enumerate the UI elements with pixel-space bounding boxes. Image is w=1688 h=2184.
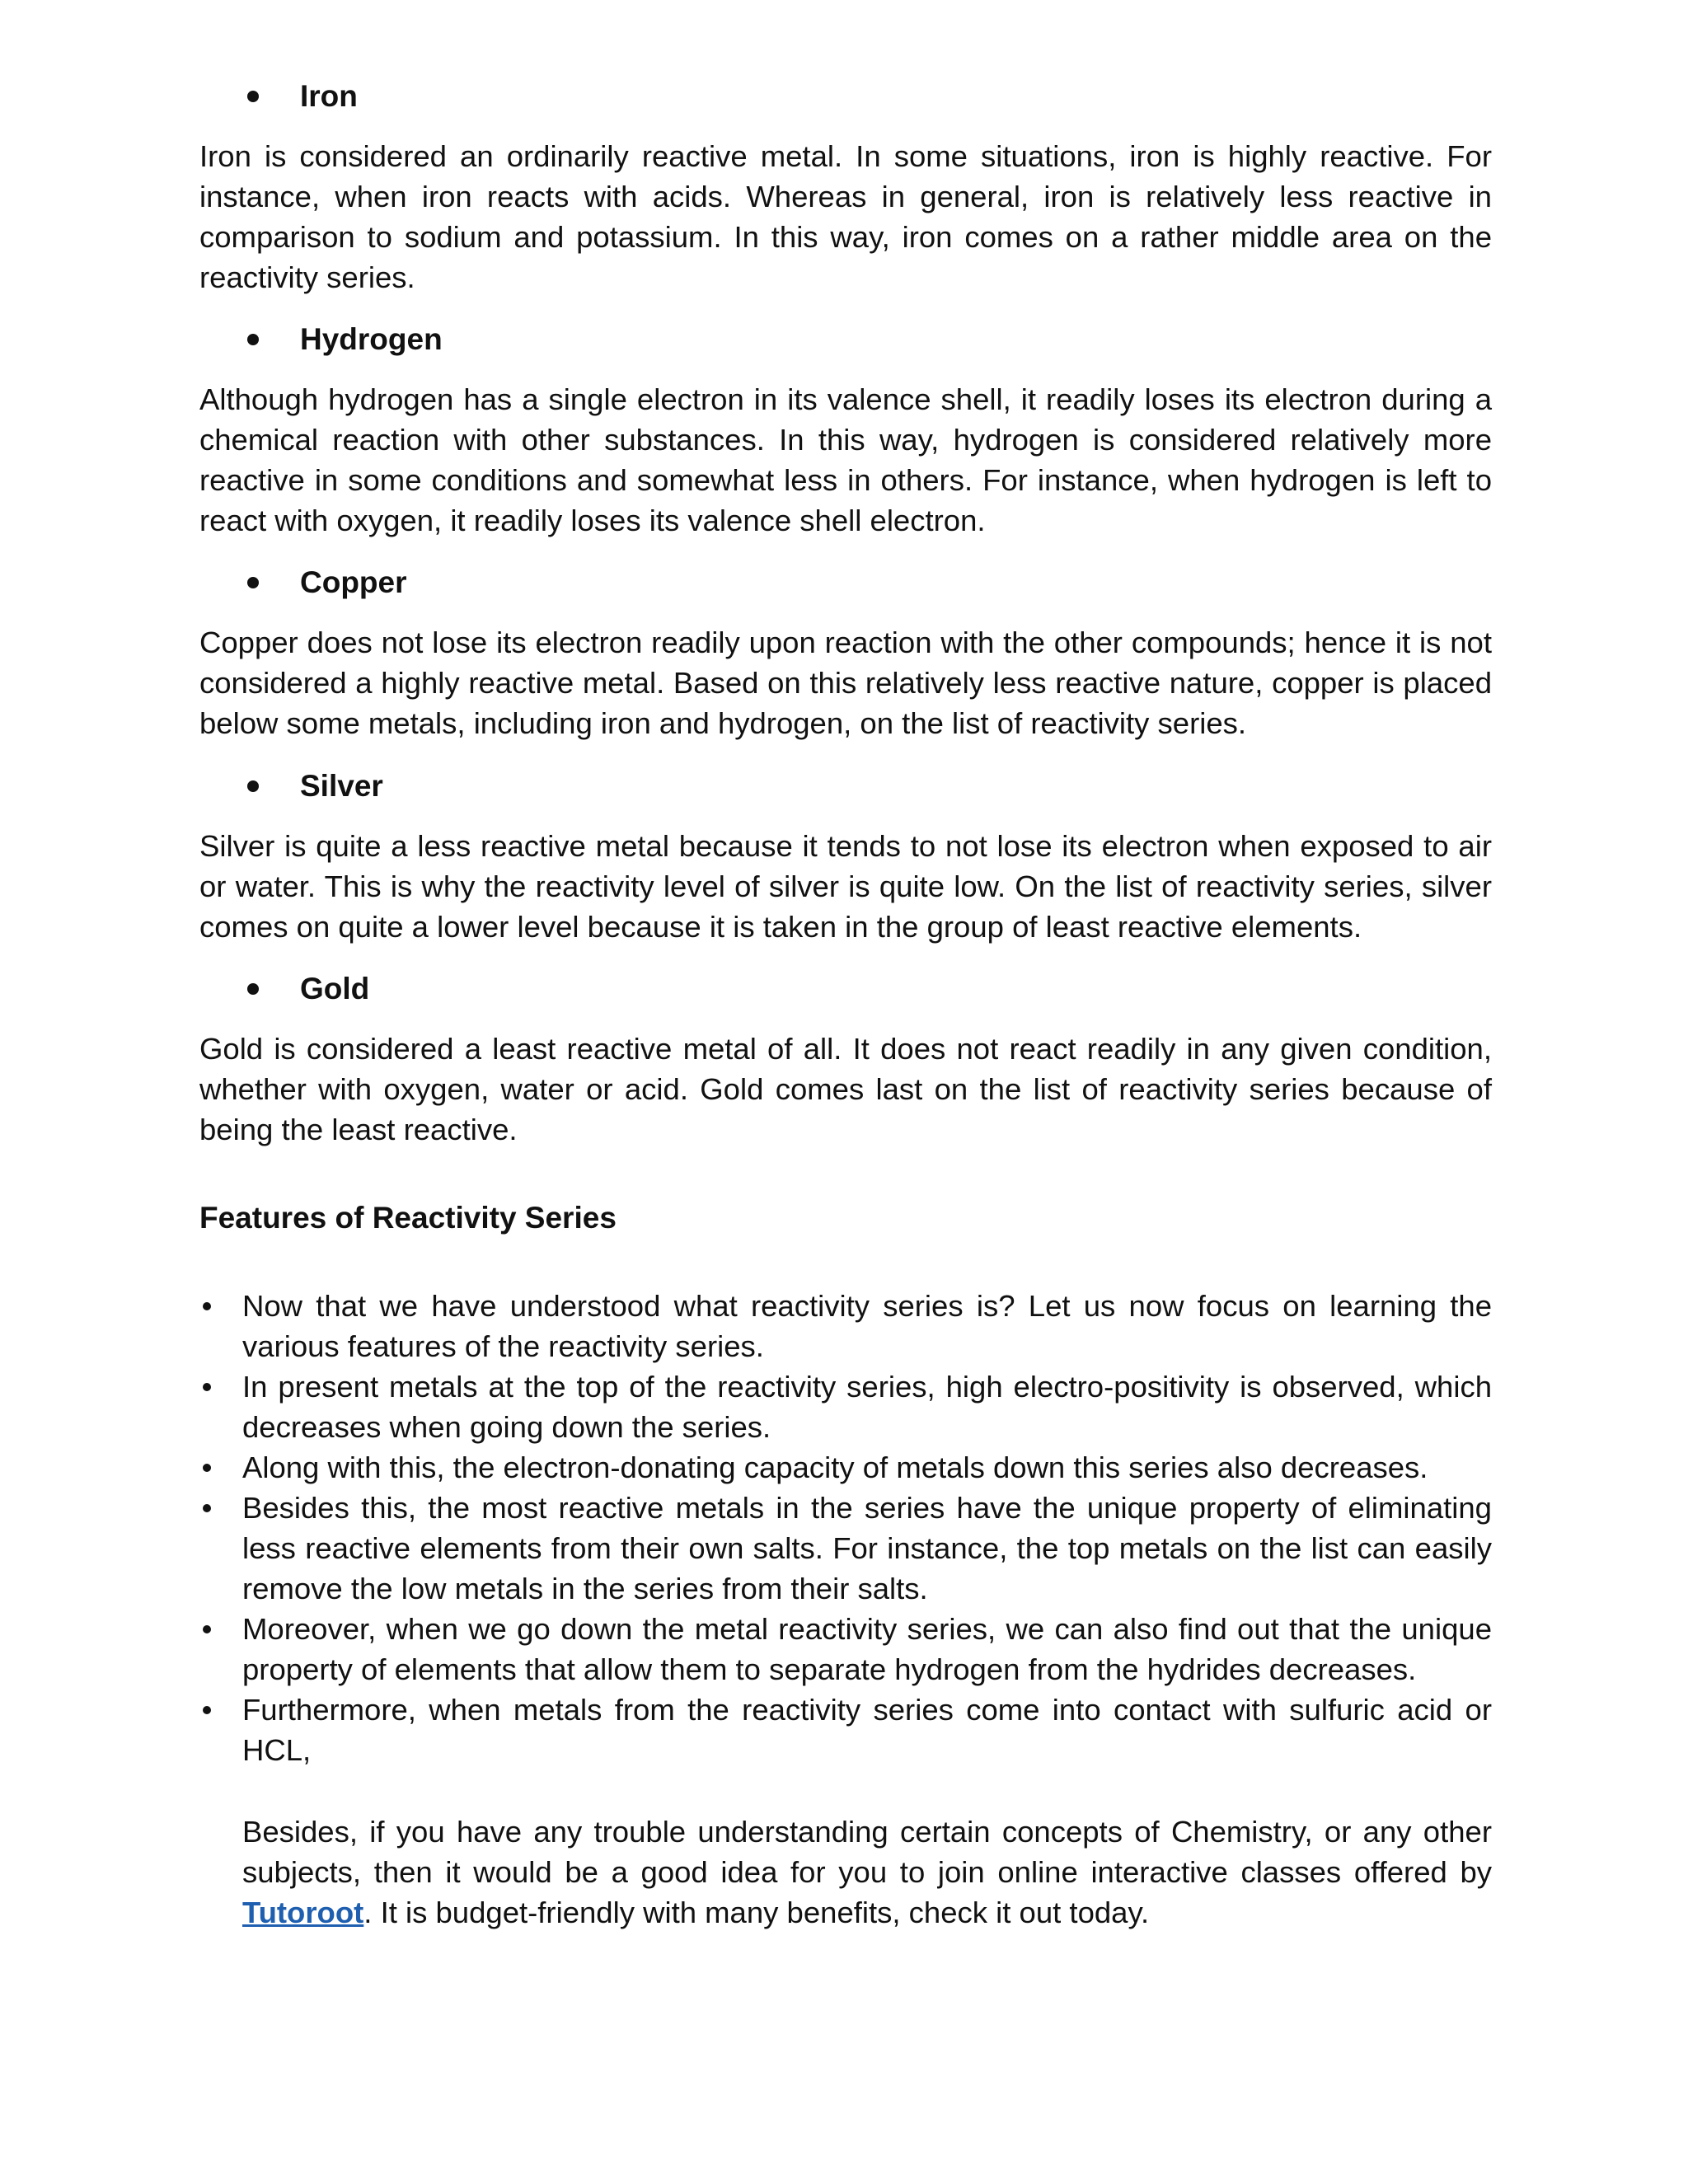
section-title-features: Features of Reactivity Series <box>199 1201 617 1235</box>
list-item <box>242 1488 1492 1609</box>
metal-paragraph-gold: Gold is considered a least reactive metal of all. It does not react readily in any given condition, whether with oxygen, water or acid. Gold comes last on the list of reactivity series because of being the least reactive. <box>199 1032 1492 1146</box>
list-item <box>242 1609 1492 1690</box>
bullet-icon <box>247 577 259 588</box>
metal-heading-label: Iron <box>300 79 358 113</box>
list-item-text: In present metals at the top of the reactivity series, high electro-positivity is observed, which decreases when going down the series. <box>242 1370 1492 1444</box>
bullet-icon <box>203 1464 211 1472</box>
metal-paragraph-silver: Silver is quite a less reactive metal because it tends to not lose its electron when exposed to air or water. This is why the reactivity level of silver is quite low. On the list of reactivity series, silver comes on quite a lower level because it is taken in the group of least reactive elements. <box>199 829 1492 944</box>
metal-heading-label: Silver <box>300 769 383 803</box>
bullet-icon <box>247 983 259 995</box>
bullet-icon <box>247 91 259 102</box>
bullet-icon <box>203 1625 211 1633</box>
closing-text-before-link: Besides, if you have any trouble understanding certain concepts of Chemistry, or any other subjects, then it would be a good idea for you to join online interactive classes offered by <box>242 1815 1492 1889</box>
tutoroot-link[interactable]: Tutoroot <box>242 1896 364 1929</box>
list-item-text: Besides this, the most reactive metals in the series have the unique property of eliminating less reactive elements from their own salts. For instance, the top metals on the list can easily remove the low metals in the series from their salts. <box>242 1491 1492 1605</box>
list-item-text: Along with this, the electron-donating capacity of metals down this series also decreases. <box>242 1451 1428 1484</box>
list-item <box>242 1447 1492 1488</box>
metal-paragraph-hydrogen: Although hydrogen has a single electron in its valence shell, it readily loses its electron during a chemical reaction with other substances. In this way, hydrogen is considered relatively more reactive in some conditions and somewhat less in others. For instance, when hydrogen is left to react with oxygen, it readily loses its valence shell electron. <box>199 382 1492 537</box>
metal-heading-gold <box>247 971 369 1007</box>
list-item-text: Furthermore, when metals from the reactivity series come into contact with sulfuric acid or HCL, <box>242 1693 1492 1767</box>
closing-paragraph <box>242 1811 1492 1933</box>
bullet-icon <box>247 780 259 792</box>
metal-heading-iron <box>247 78 358 115</box>
list-item <box>242 1286 1492 1366</box>
bullet-icon <box>203 1383 211 1391</box>
list-item-text: Now that we have understood what reactivity series is? Let us now focus on learning the various features of the reactivity series. <box>242 1289 1492 1363</box>
metal-heading-silver <box>247 768 383 804</box>
metal-heading-label: Gold <box>300 972 370 1005</box>
bullet-icon <box>203 1504 211 1512</box>
metal-heading-label: Hydrogen <box>300 322 443 356</box>
bullet-icon <box>203 1302 211 1310</box>
list-item <box>242 1366 1492 1447</box>
list-item <box>242 1690 1492 1770</box>
closing-text-after-link: . It is budget-friendly with many benefits, check it out today. <box>363 1896 1150 1929</box>
list-item-text: Moreover, when we go down the metal reactivity series, we can also find out that the unique property of elements that allow them to separate hydrogen from the hydrides decreases. <box>242 1612 1492 1686</box>
metal-paragraph-copper: Copper does not lose its electron readily upon reaction with the other compounds; hence it is not considered a highly reactive metal. Based on this relatively less reactive nature, copper is placed below some metals, including iron and hydrogen, on the list of reactivity series. <box>199 626 1492 740</box>
metal-heading-label: Copper <box>300 565 407 599</box>
metal-heading-copper <box>247 565 407 601</box>
bullet-icon <box>203 1706 211 1714</box>
metal-heading-hydrogen <box>247 321 443 358</box>
metal-paragraph-iron: Iron is considered an ordinarily reactive metal. In some situations, iron is highly reactive. For instance, when iron reacts with acids. Whereas in general, iron is relatively less reactive in comparison to sodium and potassium. In this way, iron comes on a rather middle area on the reactivity series. <box>199 139 1492 294</box>
bullet-icon <box>247 334 259 345</box>
